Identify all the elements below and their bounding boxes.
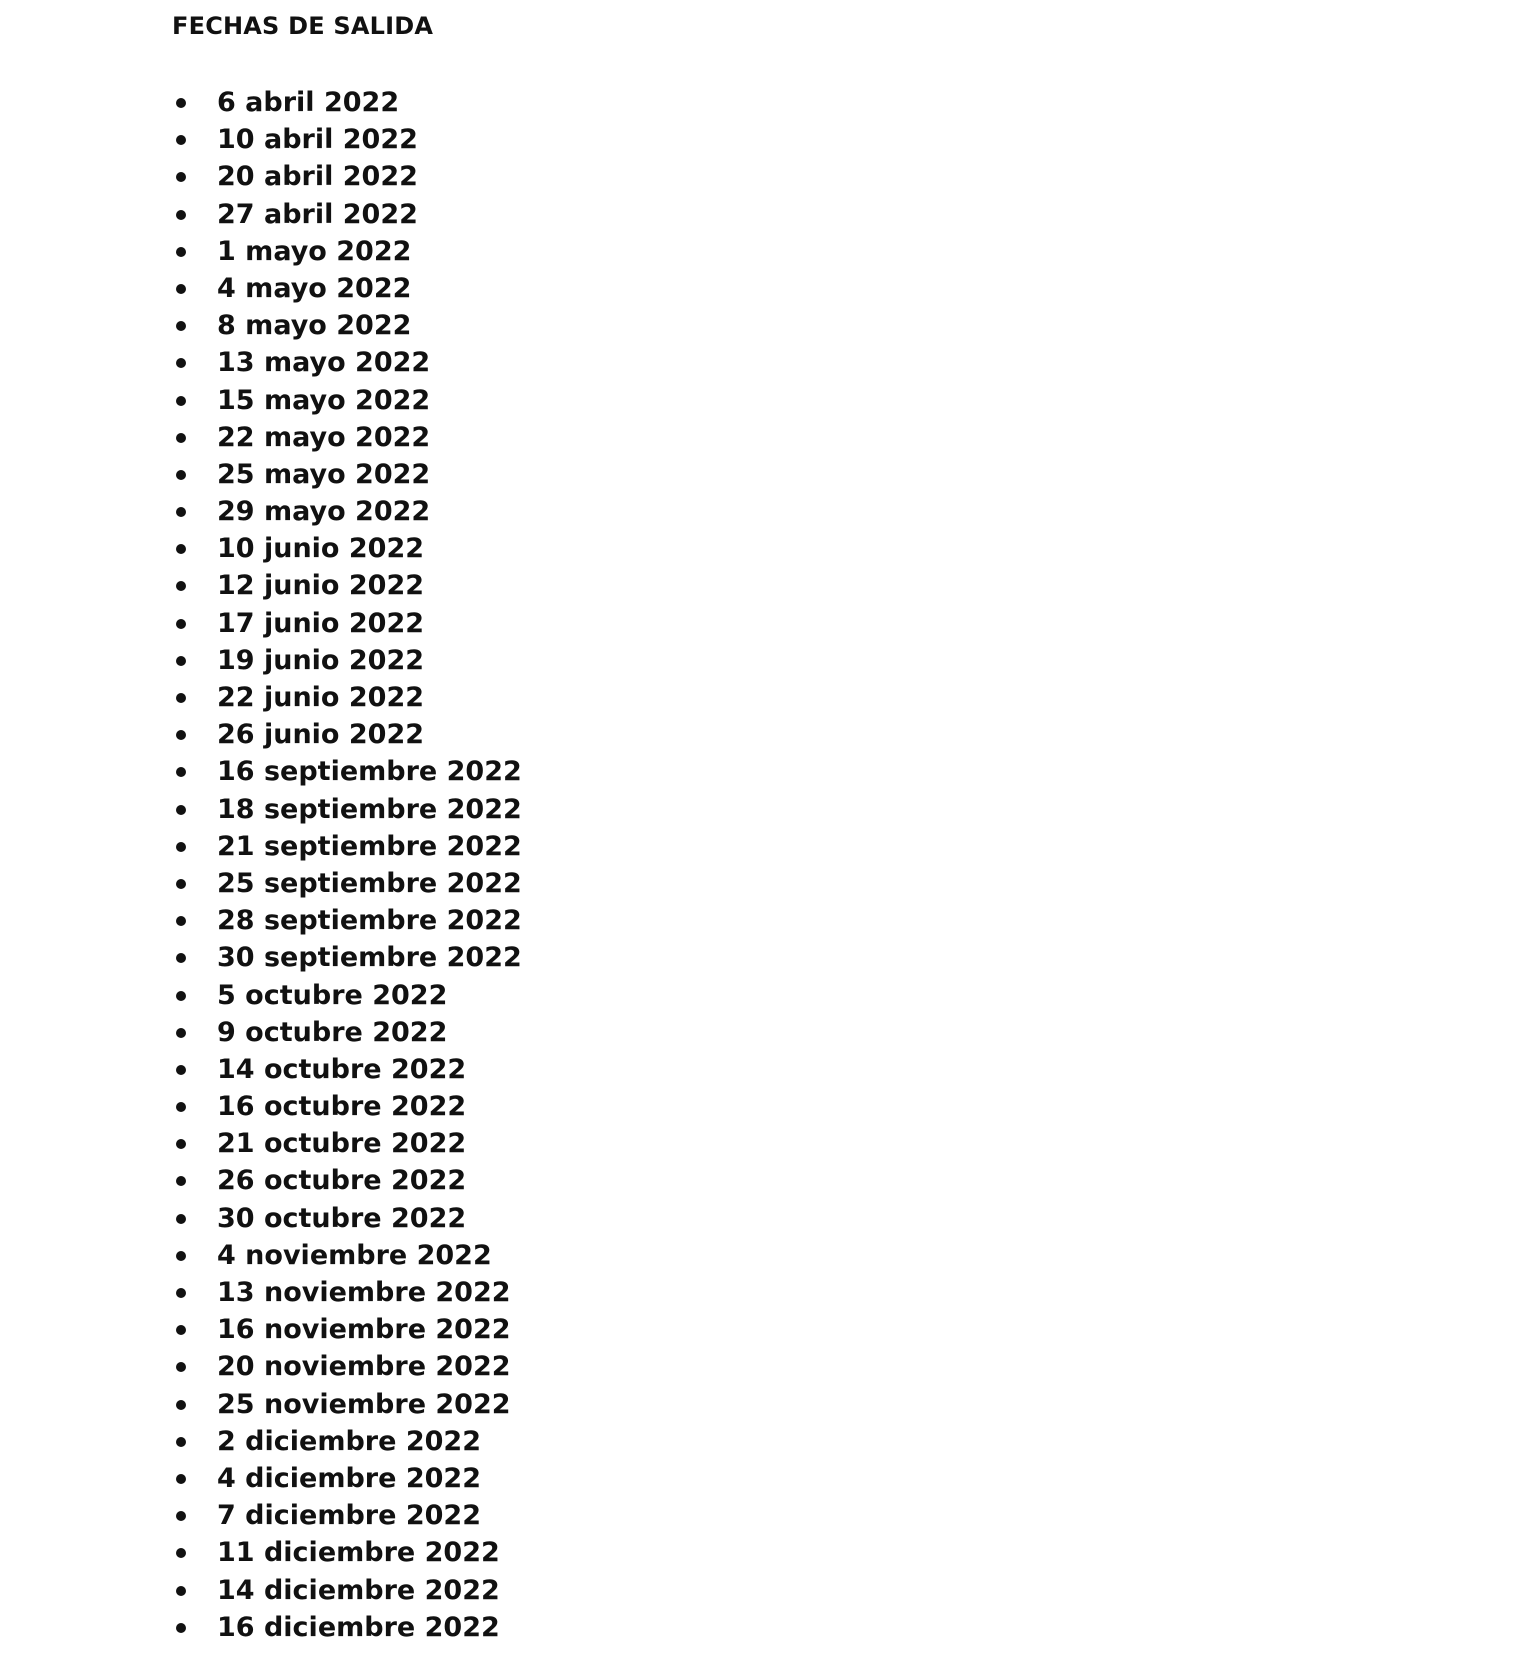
date-label: 8 mayo 2022: [217, 310, 412, 342]
date-label: 1 mayo 2022: [217, 235, 412, 267]
bullet-icon: [176, 693, 186, 703]
date-label: 28 septiembre 2022: [217, 905, 522, 937]
list-item: [172, 1274, 1072, 1311]
date-label: 19 junio 2022: [217, 644, 425, 676]
list-item: [172, 939, 1072, 976]
date-label: 4 mayo 2022: [217, 272, 412, 304]
bullet-icon: [176, 1139, 186, 1149]
list-item: [172, 530, 1072, 567]
list-item: [172, 233, 1072, 270]
bullet-icon: [176, 656, 186, 666]
bullet-icon: [176, 247, 186, 257]
bullet-icon: [176, 507, 186, 517]
list-item: [172, 1237, 1072, 1274]
list-item: [172, 1125, 1072, 1162]
bullet-icon: [176, 396, 186, 406]
bullet-icon: [176, 916, 186, 926]
list-item: [172, 344, 1072, 381]
bullet-icon: [176, 1400, 186, 1410]
list-item: [172, 642, 1072, 679]
date-label: 20 noviembre 2022: [217, 1351, 511, 1383]
date-label: 27 abril 2022: [217, 198, 418, 230]
date-label: 14 diciembre 2022: [217, 1574, 500, 1606]
list-item: [172, 1423, 1072, 1460]
bullet-icon: [176, 1474, 186, 1484]
date-label: 29 mayo 2022: [217, 496, 431, 528]
bullet-icon: [176, 1065, 186, 1075]
list-item: [172, 1014, 1072, 1051]
date-label: 9 octubre 2022: [217, 1016, 448, 1048]
list-item: [172, 791, 1072, 828]
list-item: [172, 1460, 1072, 1497]
list-item: [172, 1609, 1072, 1646]
bullet-icon: [176, 879, 186, 889]
list-item: [172, 1572, 1072, 1609]
bullet-icon: [176, 842, 186, 852]
date-label: 16 diciembre 2022: [217, 1611, 500, 1643]
bullet-icon: [176, 767, 186, 777]
bullet-icon: [176, 1102, 186, 1112]
bullet-icon: [176, 1251, 186, 1261]
list-item: [172, 493, 1072, 530]
bullet-icon: [176, 172, 186, 182]
date-label: 25 mayo 2022: [217, 458, 431, 490]
list-item: [172, 1051, 1072, 1088]
list-item: [172, 1162, 1072, 1199]
date-label: 25 noviembre 2022: [217, 1388, 511, 1420]
list-item: [172, 419, 1072, 456]
bullet-icon: [176, 1214, 186, 1224]
list-item: [172, 1534, 1072, 1571]
date-label: 16 octubre 2022: [217, 1091, 467, 1123]
bullet-icon: [176, 433, 186, 443]
list-item: [172, 456, 1072, 493]
bullet-icon: [176, 1325, 186, 1335]
list-item: [172, 382, 1072, 419]
list-item: [172, 1088, 1072, 1125]
bullet-icon: [176, 953, 186, 963]
date-label: 10 junio 2022: [217, 533, 425, 565]
list-item: [172, 1200, 1072, 1237]
bullet-icon: [176, 98, 186, 108]
date-label: 15 mayo 2022: [217, 384, 431, 416]
bullet-icon: [176, 1362, 186, 1372]
date-label: 30 octubre 2022: [217, 1202, 467, 1234]
list-item: [172, 121, 1072, 158]
date-label: 25 septiembre 2022: [217, 867, 522, 899]
date-label: 16 noviembre 2022: [217, 1314, 511, 1346]
bullet-icon: [176, 805, 186, 815]
date-label: 21 octubre 2022: [217, 1128, 467, 1160]
list-item: [172, 1348, 1072, 1385]
date-label: 11 diciembre 2022: [217, 1537, 500, 1569]
list-item: [172, 716, 1072, 753]
list-item: [172, 679, 1072, 716]
bullet-icon: [176, 730, 186, 740]
list-item: [172, 605, 1072, 642]
list-item: [172, 307, 1072, 344]
date-label: 2 diciembre 2022: [217, 1425, 481, 1457]
bullet-icon: [176, 1176, 186, 1186]
date-label: 26 junio 2022: [217, 719, 425, 751]
date-label: 13 mayo 2022: [217, 347, 431, 379]
bullet-icon: [176, 284, 186, 294]
list-item: [172, 753, 1072, 790]
bullet-icon: [176, 544, 186, 554]
list-item: [172, 1386, 1072, 1423]
date-label: 30 septiembre 2022: [217, 942, 522, 974]
list-item: [172, 977, 1072, 1014]
section-heading: FECHAS DE SALIDA: [172, 12, 434, 40]
list-item: [172, 1497, 1072, 1534]
document-content: [172, 8, 1072, 1646]
date-label: 12 junio 2022: [217, 570, 425, 602]
bullet-icon: [176, 1511, 186, 1521]
list-item: [172, 196, 1072, 233]
list-item: [172, 270, 1072, 307]
date-label: 20 abril 2022: [217, 161, 418, 193]
bullet-icon: [176, 1028, 186, 1038]
bullet-icon: [176, 470, 186, 480]
bullet-icon: [176, 581, 186, 591]
date-label: 21 septiembre 2022: [217, 830, 522, 862]
date-label: 7 diciembre 2022: [217, 1500, 481, 1532]
list-item: [172, 84, 1072, 121]
date-label: 22 junio 2022: [217, 682, 425, 713]
date-label: 18 septiembre 2022: [217, 793, 522, 825]
date-label: 4 noviembre 2022: [217, 1239, 492, 1271]
list-item: [172, 902, 1072, 939]
date-label: 4 diciembre 2022: [217, 1462, 481, 1494]
departure-dates-list: [172, 84, 1072, 1646]
date-label: 6 abril 2022: [217, 87, 400, 118]
date-label: 10 abril 2022: [217, 124, 418, 156]
list-item: [172, 567, 1072, 604]
bullet-icon: [176, 321, 186, 331]
date-label: 22 mayo 2022: [217, 421, 431, 453]
bullet-icon: [176, 1437, 186, 1447]
date-label: 14 octubre 2022: [217, 1053, 467, 1085]
bullet-icon: [176, 619, 186, 629]
date-label: 16 septiembre 2022: [217, 756, 522, 788]
bullet-icon: [176, 135, 186, 145]
date-label: 5 octubre 2022: [217, 979, 448, 1011]
bullet-icon: [176, 1586, 186, 1596]
bullet-icon: [176, 210, 186, 220]
list-item: [172, 158, 1072, 195]
date-label: 17 junio 2022: [217, 607, 425, 639]
bullet-icon: [176, 358, 186, 368]
bullet-icon: [176, 1548, 186, 1558]
list-item: [172, 1311, 1072, 1348]
bullet-icon: [176, 991, 186, 1001]
list-item: [172, 865, 1072, 902]
bullet-icon: [176, 1288, 186, 1298]
list-item: [172, 828, 1072, 865]
date-label: 26 octubre 2022: [217, 1165, 467, 1197]
bullet-icon: [176, 1623, 186, 1633]
date-label: 13 noviembre 2022: [217, 1277, 511, 1308]
